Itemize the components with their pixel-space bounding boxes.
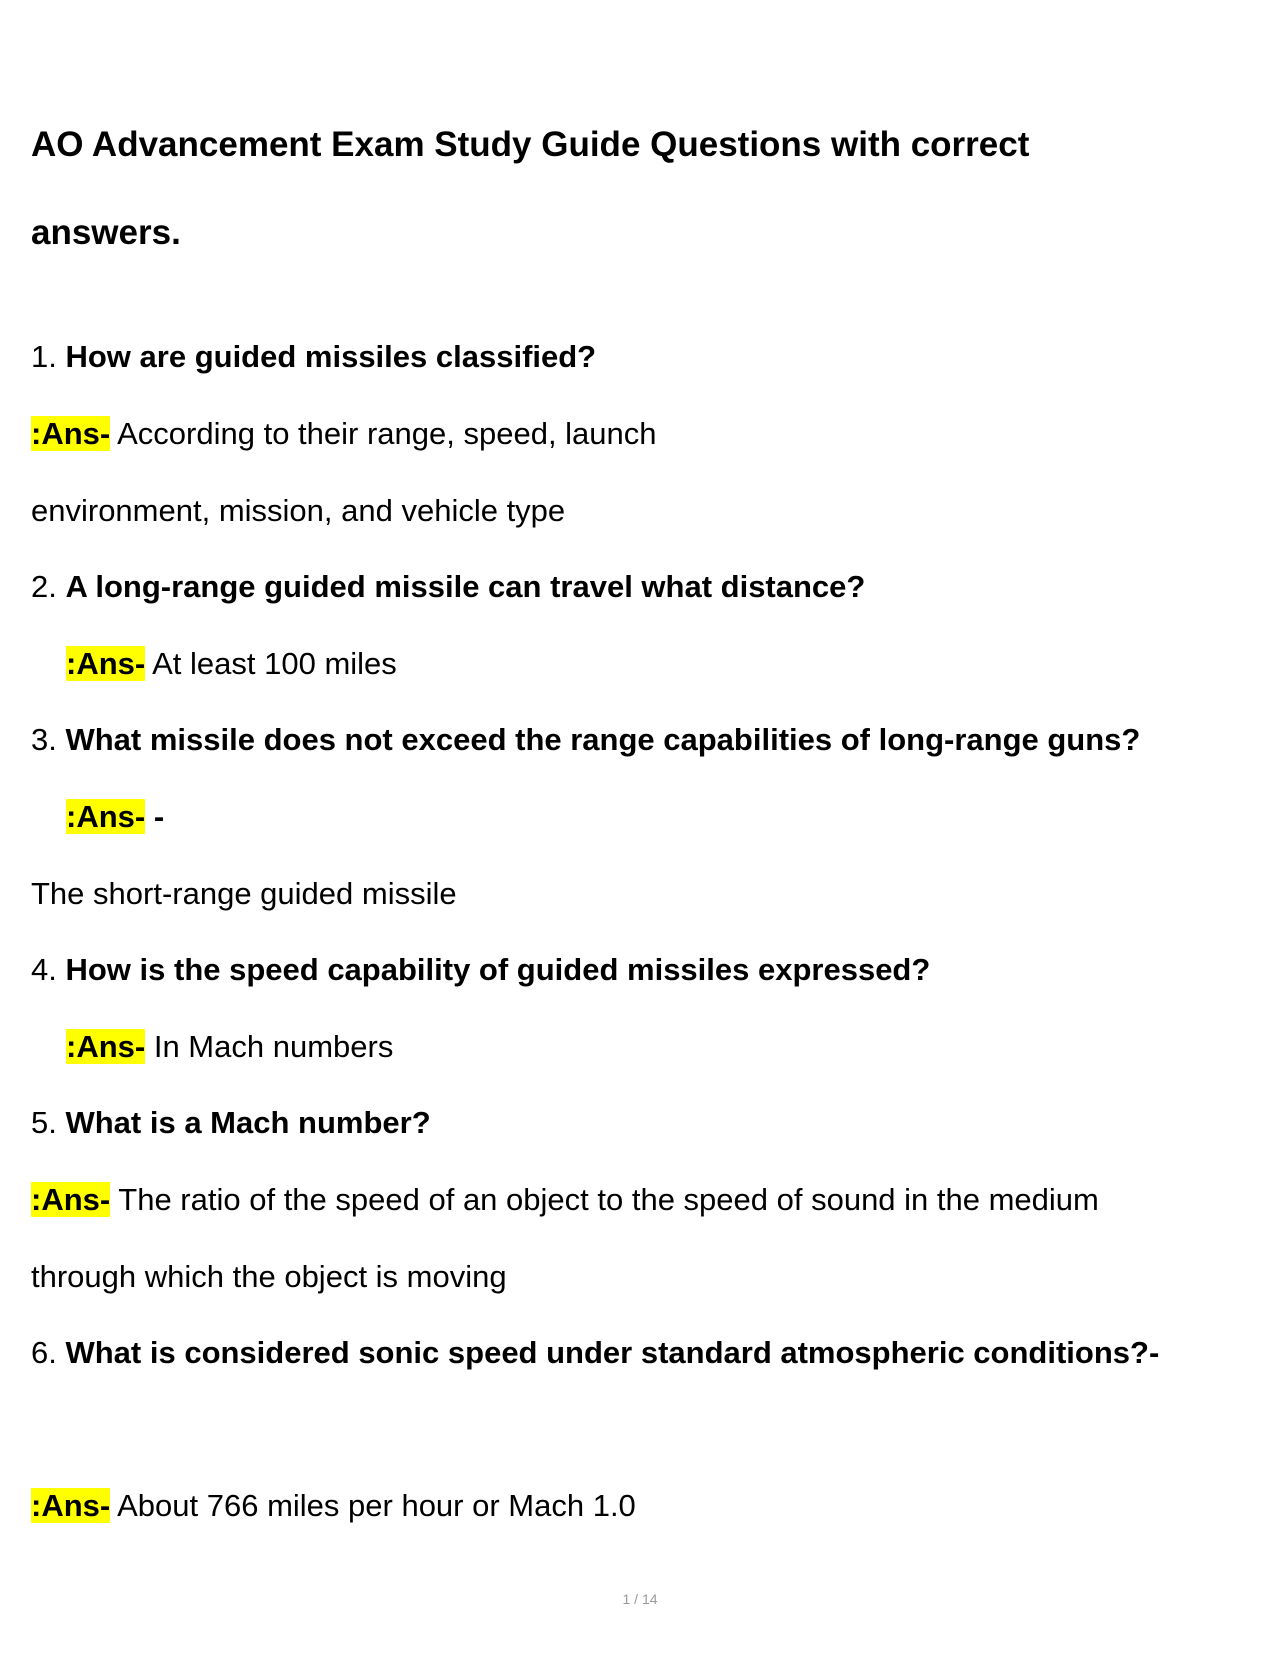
answer-label: :Ans- xyxy=(31,1182,111,1217)
question-text: What missile does not exceed the range capabilities of long-range guns? xyxy=(65,722,1141,757)
page-title-line-2: answers. xyxy=(31,213,181,252)
answer-text: The ratio of the speed of an object to the speed of sound in the medium xyxy=(118,1182,1099,1217)
answer-label: :Ans- xyxy=(31,416,111,451)
answer-text: In Mach numbers xyxy=(153,1029,394,1064)
question-2 xyxy=(31,567,865,607)
answer-5 xyxy=(31,1180,1099,1220)
question-1 xyxy=(31,337,596,377)
answer-5-continuation: through which the object is moving xyxy=(31,1259,507,1294)
answer-1-continuation: environment, mission, and vehicle type xyxy=(31,493,566,528)
question-text: How is the speed capability of guided missiles expressed? xyxy=(65,952,931,987)
answer-text: At least 100 miles xyxy=(152,646,397,681)
answer-6 xyxy=(31,1486,636,1526)
answer-3-text: The short-range guided missile xyxy=(31,876,457,911)
answer-suffix: - xyxy=(153,799,165,834)
answer-label: :Ans- xyxy=(31,1488,111,1523)
question-5 xyxy=(31,1103,431,1143)
answer-2 xyxy=(66,644,397,684)
answer-4 xyxy=(66,1027,393,1067)
answer-3 xyxy=(66,797,164,837)
question-number: 3. xyxy=(31,722,57,757)
answer-text: About 766 miles per hour or Mach 1.0 xyxy=(117,1488,636,1523)
answer-1 xyxy=(31,414,657,454)
question-number: 2. xyxy=(31,569,57,604)
answer-label: :Ans- xyxy=(66,799,146,834)
question-number: 1. xyxy=(31,339,57,374)
question-4 xyxy=(31,950,930,990)
question-text: What is a Mach number? xyxy=(65,1105,431,1140)
question-number: 6. xyxy=(31,1335,57,1370)
question-text: How are guided missiles classified? xyxy=(65,339,597,374)
answer-label: :Ans- xyxy=(66,1029,146,1064)
answer-text: According to their range, speed, launch xyxy=(117,416,657,451)
page-title-line-1: AO Advancement Exam Study Guide Questions with correct xyxy=(31,125,1030,164)
question-text: A long-range guided missile can travel what distance? xyxy=(65,569,866,604)
question-number: 4. xyxy=(31,952,57,987)
question-6 xyxy=(31,1333,1159,1373)
page-indicator: 1 / 14 xyxy=(622,1591,658,1607)
answer-label: :Ans- xyxy=(66,646,146,681)
question-number: 5. xyxy=(31,1105,57,1140)
question-3 xyxy=(31,720,1140,760)
question-text: What is considered sonic speed under standard atmospheric conditions?- xyxy=(65,1335,1160,1370)
